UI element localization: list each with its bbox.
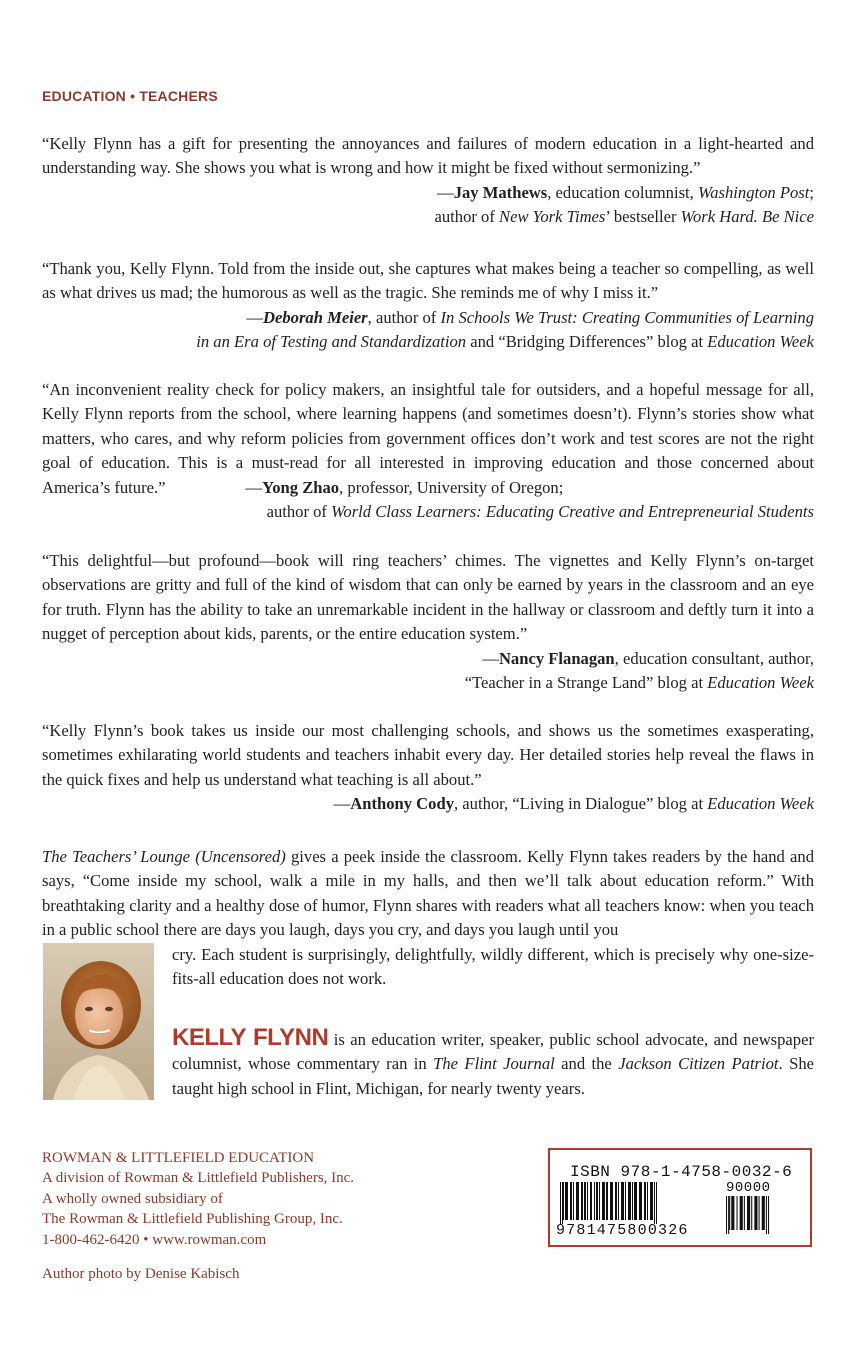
barcode-bar [731,1196,734,1230]
endorser-name: Yong Zhao [262,477,340,497]
barcode-bar [647,1182,648,1220]
barcode-bar [590,1182,592,1220]
barcode-bar [596,1182,598,1220]
publisher-division: A division of Rowman & Littlefield Publishers, Inc. [42,1170,355,1187]
barcode-bar [562,1182,563,1224]
barcode-bar [726,1196,727,1234]
endorsement-attribution-2: author of New York Times’ bestseller Work Hard. Be Nice [434,207,814,227]
barcode-bar [581,1182,583,1220]
photo-credit: Author photo by Denise Kabisch [42,1266,240,1282]
barcode-bar [747,1196,750,1230]
endorsement-attribution-2: “Teacher in a Strange Land” blog at Education Week [464,673,814,693]
barcode-bar [728,1196,729,1234]
barcode-bar [754,1196,757,1230]
book-description-continued: cry. Each student is surprisingly, delightfully, wildly different, which is precisely why one-size-fits-all education does not work. [172,944,814,989]
endorsement-5 [42,719,814,817]
endorsement-attribution-2: author of World Class Learners: Educating Creative and Entrepreneurial Students [266,502,814,522]
book-description: The Teachers’ Lounge (Uncensored) gives a peek inside the classroom. Kelly Flynn takes readers by the hand and says, “Come inside my school, walk a mile in my halls, and then we’ll talk about education reform.” With breathtaking clarity and a healthy dose of humor, Flynn shares with readers what all teachers know: when you teach in a public school there are days you laugh, days you cry, and days you laugh until you cry. Each student is surprisingly, delightfully, wildly different, which is precisely why one-size-fits-all education does not work. [42,845,814,991]
endorsement-attribution: —Jay Mathews, education columnist, Washington Post; [437,182,814,202]
barcode-bar [639,1182,642,1220]
addon-digits: 90000 [726,1180,771,1196]
endorser-name: Jay Mathews [453,182,548,202]
barcode-bar [573,1182,574,1220]
barcode-bar [650,1182,653,1220]
publisher-subsidiary: A wholly owned subsidiary of [42,1190,223,1207]
endorser-name: Deborah Meier [263,307,368,327]
barcode-bar [594,1182,595,1220]
ean-digits: 9781475800326 [556,1222,689,1239]
barcode-bar [759,1196,760,1230]
endorsement-quote: “An inconvenient reality check for policy makers, an insightful tale for outsiders, and a hopeful message for all, Kelly Flynn reports from the school, where learning happens (and sometimes doesn’t). Flynn’s stories show what matters, who cares, and why reform policies from government offices don’t work and test scores are not the right goal of education. This is a must-read for all interested in improving education and those concerned about America’s future.” —Yong Zhao, professor, University of Oregon; [42,380,814,497]
endorsement-quote: “Kelly Flynn has a gift for presenting the annoyances and failures of modern education in a light-hearted and understanding way. She shows you what is wrong and how it might be fixed without sermonizing.” [42,134,814,178]
barcode-bars [558,1182,718,1226]
barcode-bar [584,1182,586,1220]
endorsement-attribution: —Anthony Cody, author, “Living in Dialogue” blog at Education Week [333,794,814,814]
barcode-bar [768,1196,769,1234]
author-photo [43,943,154,1100]
author-name: KELLY FLYNN [172,1024,329,1051]
author-bio: KELLY FLYNN is an education writer, speaker, public school advocate, and newspaper columnist, whose commentary ran in The Flint Journal and the Jackson Citizen Patriot. She taught high school in Flint, Michigan, for nearly twenty years. [172,1024,815,1098]
publisher-group: The Rowman & Littlefield Publishing Group, Inc. [42,1211,343,1228]
endorsement-attribution-2: in an Era of Testing and Standardization and “Bridging Differences” blog at Education Week [196,332,814,352]
barcode-bar [565,1182,568,1220]
endorsement-attribution: —Yong Zhao, professor, University of Oregon; [245,477,564,497]
barcode-bar [618,1182,619,1220]
barcode-bar [602,1182,605,1220]
barcode-bar [628,1182,631,1220]
endorser-name: Nancy Flanagan [498,648,615,668]
barcode-bar [560,1182,561,1224]
category-label: EDUCATION • TEACHERS [42,88,218,104]
barcode-bar [615,1182,617,1220]
barcode-bar [632,1182,633,1220]
barcode-bar [563,1182,564,1220]
barcode-bar [766,1196,767,1234]
barcode-bar [654,1182,655,1224]
endorsement-2 [42,257,814,355]
publisher-contact: 1-800-462-6420 • www.rowman.com [42,1231,267,1248]
book-title: The Teachers’ Lounge (Uncensored) [42,847,286,866]
barcode-bar [606,1182,608,1220]
isbn-barcode [548,1148,812,1247]
barcode-bar [570,1182,572,1220]
barcode-bar [656,1182,657,1224]
barcode-bar [634,1182,637,1220]
endorser-name: Anthony Cody [350,794,454,814]
barcode-bar [740,1196,743,1230]
barcode-bar [744,1196,745,1230]
endorsement-quote: “This delightful—but profound—book will ring teachers’ chimes. The vignettes and Kelly Flynn’s on-target observations are gritty and full of the kind of wisdom that can only be earned by years in the classroom and an eye for truth. Flynn has the ability to take an unremarkable incident in the hallway or classroom and deftly turn it into a nugget of perception about kids, parents, or the entire education system.” [42,551,814,644]
endorsement-attribution: —Deborah Meier, author of In Schools We Trust: Creating Communities of Learning [246,307,814,327]
barcode-bar [587,1182,588,1220]
barcode-bar [737,1196,738,1230]
endorsement-quote: “Thank you, Kelly Flynn. Told from the inside out, she captures what makes being a teacher so compelling, as well as what drives us mad; the humorous as well as the tragic. She reminds me of why I miss it.” [42,259,814,303]
endorsement-3 [42,378,814,524]
author-portrait [43,943,154,1100]
barcode-bar [762,1196,765,1230]
barcode-bar [610,1182,613,1220]
endorsement-quote: “Kelly Flynn’s book takes us inside our most challenging schools, and shows us the sometimes exasperating, sometimes exhilarating world students and teachers inhabit every day. Her detailed stories help reveal the flaws in the quick fixes and help us understand what teaching is all about.” [42,721,814,789]
barcode-bar [621,1182,624,1220]
barcode-bar [599,1182,600,1220]
isbn-text: ISBN 978-1-4758-0032-6 [570,1163,793,1181]
publisher-name: ROWMAN & LITTLEFIELD EDUCATION [42,1150,315,1166]
barcode-bar [644,1182,646,1220]
barcode-bar [751,1196,752,1230]
barcode-bar [729,1196,730,1230]
endorsement-4 [42,549,814,695]
addon-barcode-bars [726,1196,798,1234]
barcode-bar [625,1182,626,1220]
barcode-bar [576,1182,579,1220]
endorsement-1 [42,132,814,230]
publisher-info [42,1148,354,1250]
endorsement-attribution: —Nancy Flanagan, education consultant, author, [482,648,814,668]
